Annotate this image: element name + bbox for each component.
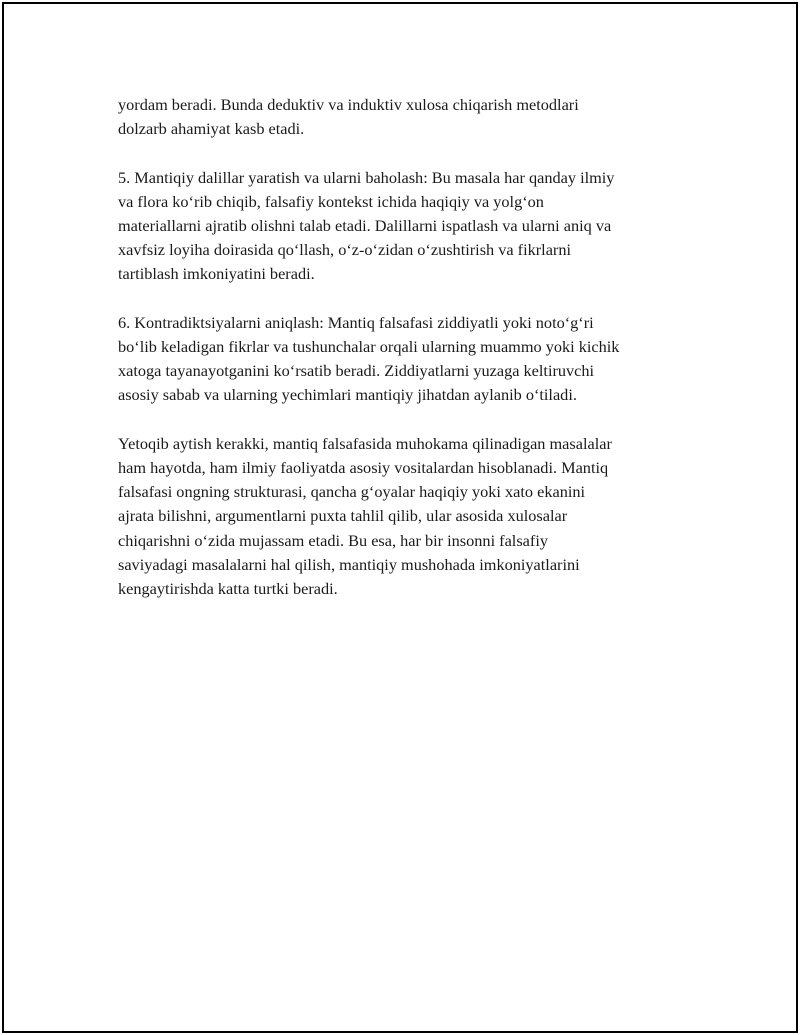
text-line: 5. Mantiqiy dalillar yaratish va ularni baholash: Bu masala har qanday ilmiy bbox=[118, 167, 615, 187]
document-body bbox=[118, 93, 708, 625]
paragraph-item-6 bbox=[118, 311, 708, 408]
text-line: ajrata bilishni, argumentlarni puxta tahlil qilib, ular asosida xulosalar bbox=[118, 506, 568, 526]
paragraph-conclusion bbox=[118, 432, 708, 601]
text-line: xavfsiz loyiha doirasida qo‘llash, o‘z-o‘zidan o‘zushtirish va fikrlarni bbox=[118, 240, 572, 260]
text-line: materiallarni ajratib olishni talab etadi. Dalillarni ispatlash va ularni aniq va bbox=[118, 216, 612, 235]
text-line: ham hayotda, ham ilmiy faoliyatda asosiy vositalardan hisoblanadi. Mantiq bbox=[118, 458, 609, 477]
text-line: xatoga tayanayotganini ko‘rsatib beradi. Ziddiyatlarni yuzaga keltiruvchi bbox=[118, 361, 595, 381]
text-line: dolzarb ahamiyat kasb etadi. bbox=[118, 119, 305, 139]
text-line: saviyadagi masalalarni hal qilish, mantiqiy mushohada imkoniyatlarini bbox=[118, 554, 580, 574]
text-line: kengaytirishda katta turtki beradi. bbox=[118, 579, 338, 599]
text-line: va flora ko‘rib chiqib, falsafiy kontekst ichida haqiqiy va yolg‘on bbox=[118, 191, 544, 211]
text-line: Yetoqib aytish kerakki, mantiq falsafasida muhokama qilinadigan masalalar bbox=[118, 433, 612, 453]
paragraph-item-5 bbox=[118, 166, 708, 287]
text-line: yordam beradi. Bunda deduktiv va induktiv xulosa chiqarish metodlari bbox=[118, 95, 579, 114]
text-line: asosiy sabab va ularning yechimlari mantiqiy jihatdan aylanib o‘tiladi. bbox=[118, 385, 577, 405]
text-line: bo‘lib keladigan fikrlar va tushunchalar orqali ularning muammo yoki kichik bbox=[118, 337, 620, 356]
paragraph-continuation bbox=[118, 93, 708, 141]
text-line: chiqarishni o‘zida mujassam etadi. Bu esa, har bir insonni falsafiy bbox=[118, 530, 548, 550]
text-line: 6. Kontradiktsiyalarni aniqlash: Mantiq falsafasi ziddiyatli yoki noto‘g‘ri bbox=[118, 312, 594, 332]
text-line: falsafasi ongning strukturasi, qancha g‘oyalar haqiqiy yoki xato ekanini bbox=[118, 482, 586, 502]
text-line: tartiblash imkoniyatini beradi. bbox=[118, 264, 315, 284]
